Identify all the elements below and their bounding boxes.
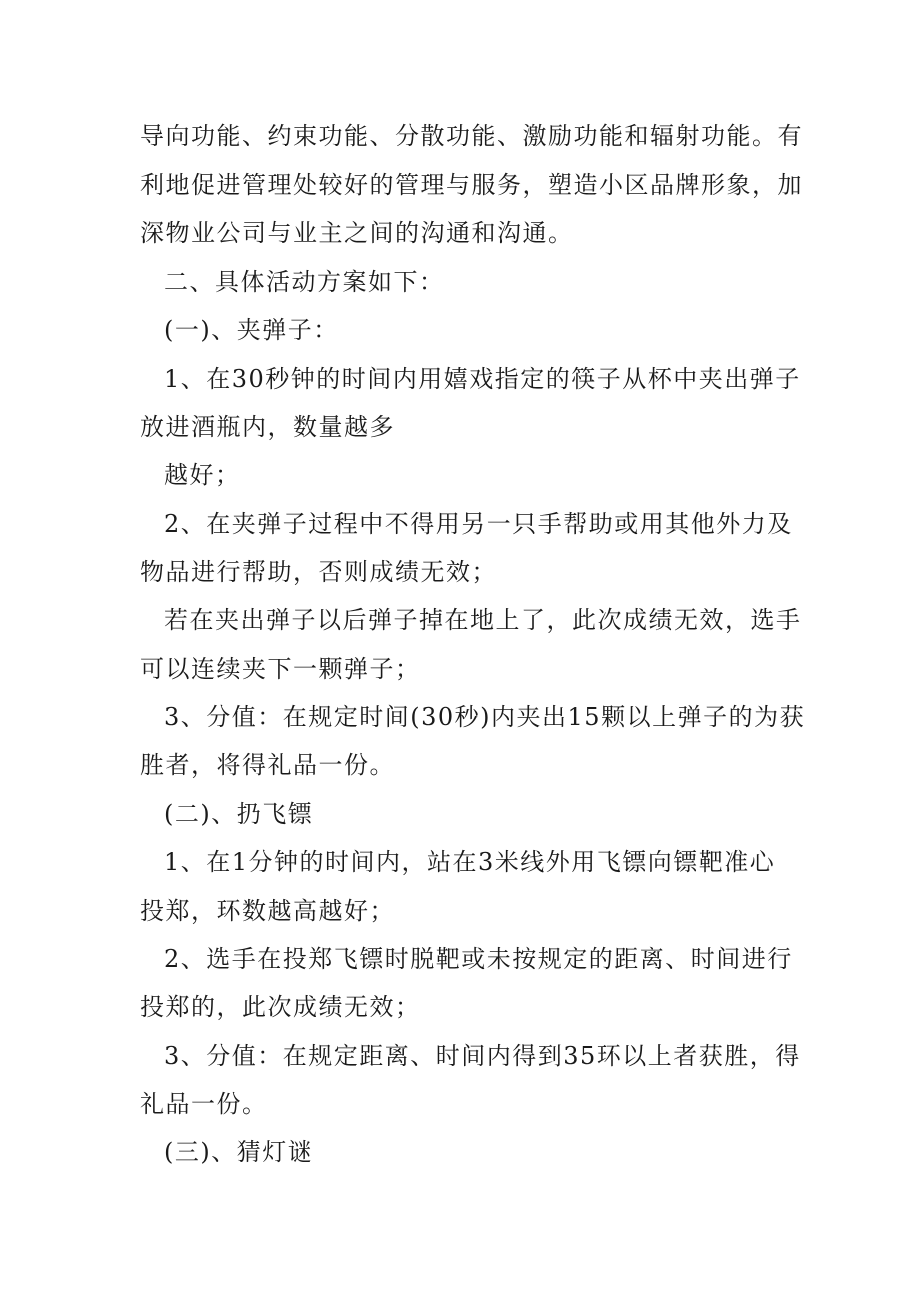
rule-item: 3、分值：在规定距离、时间内得到35环以上者获胜，得 [164,1042,801,1070]
paragraph-line: 放进酒瓶内，数量越多 [140,413,395,441]
paragraph-line: 礼品一份。 [140,1090,268,1118]
rule-item: 2、在夹弹子过程中不得用另一只手帮助或用其他外力及 [164,510,793,538]
rule-item: 2、选手在投郑飞镖时脱靶或未按规定的距离、时间进行 [164,945,793,973]
paragraph-line: 若在夹出弹子以后弹子掉在地上了，此次成绩无效，选手 [164,606,802,634]
subsection-heading: (三)、猜灯谜 [164,1138,314,1166]
rule-item: 1、在30秒钟的时间内用嬉戏指定的筷子从杯中夹出弹子 [164,365,801,393]
paragraph-line: 投郑的，此次成绩无效； [140,993,421,1021]
paragraph-line: 可以连续夹下一颗弹子； [140,655,421,683]
section-heading: 二、具体活动方案如下： [164,268,445,296]
paragraph-line: 物品进行帮助，否则成绩无效； [140,558,497,586]
paragraph-line: 利地促进管理处较好的管理与服务，塑造小区品牌形象，加 [140,171,803,199]
subsection-heading: (一)、夹弹子： [164,316,339,344]
paragraph-line: 胜者，将得礼品一份。 [140,751,395,779]
rule-item: 3、分值：在规定时间(30秒)内夹出15颗以上弹子的为获 [164,703,806,731]
paragraph-line: 越好； [164,461,241,489]
paragraph-line: 导向功能、约束功能、分散功能、激励功能和辐射功能。有 [140,122,803,150]
paragraph-line: 投郑，环数越高越好； [140,897,395,925]
subsection-heading: (二)、扔飞镖 [164,800,314,828]
paragraph-line: 深物业公司与业主之间的沟通和沟通。 [140,219,574,247]
rule-item: 1、在1分钟的时间内，站在3米线外用飞镖向镖靶准心 [164,848,776,876]
